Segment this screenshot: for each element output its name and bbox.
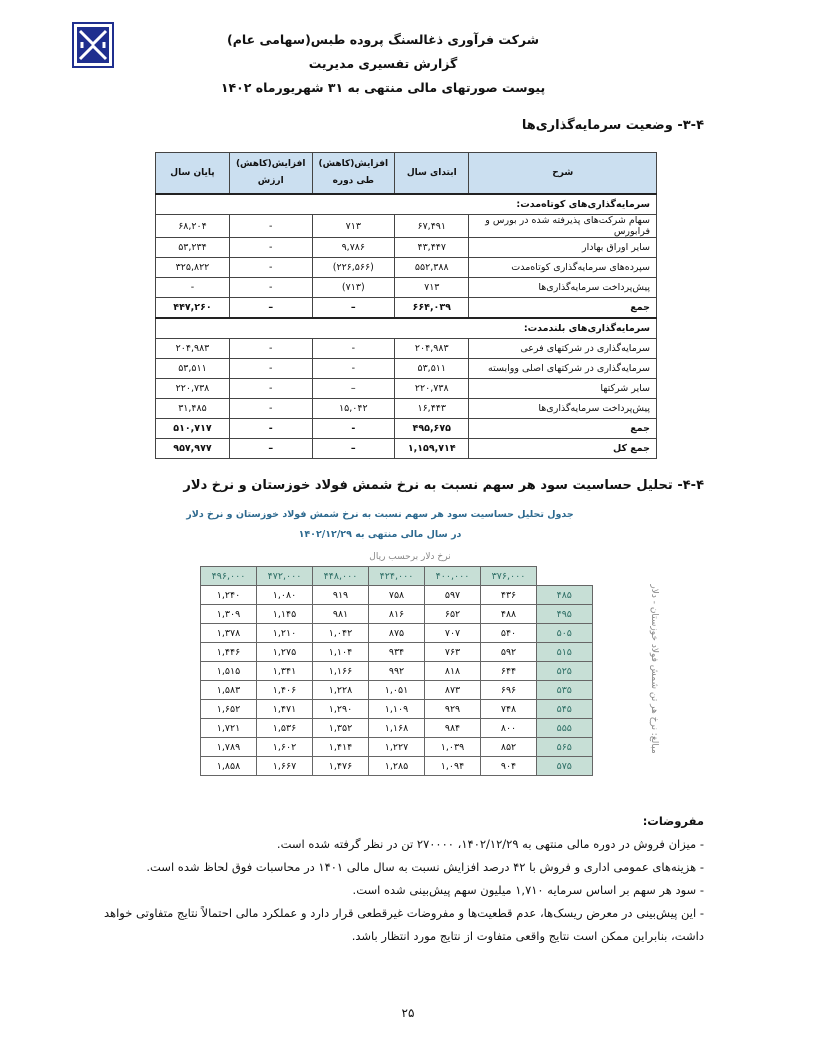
eps-value: ۱,۶۶۷ [257, 757, 313, 776]
row-value: (۷۱۳) [312, 278, 395, 298]
eps-value: ۹۸۱ [313, 605, 369, 624]
row-value: – [229, 439, 312, 459]
report-title: گزارش تفسیری مدیریت [308, 56, 458, 71]
row-value: ۹۵۷,۹۷۷ [156, 439, 230, 459]
row-value: ۵۵۲,۳۸۸ [395, 258, 469, 278]
row-value: - [229, 339, 312, 359]
grid-row [201, 624, 593, 643]
column-header: افزایش(کاهش) طی دوره [312, 153, 395, 195]
row-value: ۶۷,۴۹۱ [395, 215, 469, 238]
row-value: ۵۱۰,۷۱۷ [156, 419, 230, 439]
eps-value: ۸۵۲ [481, 738, 537, 757]
eps-value: ۱,۰۸۰ [257, 586, 313, 605]
row-value: - [229, 278, 312, 298]
table-row [156, 258, 657, 278]
row-value: - [229, 419, 312, 439]
eps-value: ۶۴۴ [481, 662, 537, 681]
grid-row [201, 681, 593, 700]
table-row [156, 339, 657, 359]
row-description: سایر شرکتها [469, 379, 657, 399]
grid-row [201, 605, 593, 624]
column-header: شرح [469, 153, 657, 195]
eps-value: ۱,۴۱۴ [313, 738, 369, 757]
row-value: ۲۰۴,۹۸۳ [395, 339, 469, 359]
row-value: - [229, 399, 312, 419]
steel-rate-header: ۵۶۵ [537, 738, 593, 757]
eps-value: ۱,۰۵۱ [369, 681, 425, 700]
dollar-rate-header: ۴۹۶,۰۰۰ [201, 567, 257, 586]
eps-value: ۷۵۸ [369, 586, 425, 605]
eps-value: ۸۷۵ [369, 624, 425, 643]
grid-row [201, 586, 593, 605]
eps-value: ۱,۳۰۹ [201, 605, 257, 624]
sensitivity-section-title: ۴-۴- تحلیل حساسیت سود هر سهم نسبت به نرخ شمش فولاد خوزستان و نرخ دلار [183, 478, 704, 493]
eps-value: ۱,۱۶۶ [313, 662, 369, 681]
row-axis-label [602, 574, 662, 764]
eps-value: ۱,۴۷۱ [257, 700, 313, 719]
row-value: ۶۸,۲۰۴ [156, 215, 230, 238]
grid-row [201, 643, 593, 662]
eps-value: ۱,۲۷۵ [257, 643, 313, 662]
row-description: سپرده‌های سرمایه‌گذاری کوتاه‌مدت [469, 258, 657, 278]
eps-value: ۱,۴۷۶ [313, 757, 369, 776]
eps-value: ۱,۲۲۷ [369, 738, 425, 757]
row-value: - [229, 238, 312, 258]
eps-value: ۶۹۶ [481, 681, 537, 700]
company-name: شرکت فرآوری ذغالسنگ پروده طبس(سهامی عام) [227, 32, 539, 47]
dollar-rate-header: ۴۴۸,۰۰۰ [313, 567, 369, 586]
table-row [156, 359, 657, 379]
row-value: – [312, 379, 395, 399]
grid-corner [537, 567, 593, 586]
eps-value: ۱,۳۵۲ [313, 719, 369, 738]
row-value: - [229, 359, 312, 379]
assumption-item: - این پیش‌بینی در معرض ریسک‌ها، عدم قطعیت‌ها و مفروضات غیرقطعی قرار دارد و عملکرد مالی احتمالاً نتایج متفاوتی خواهد داشت، بنابراین ممکن است نتایج واقعی متفاوت از نتایج مورد انتظار باشد. [104, 906, 704, 943]
row-value: – [229, 298, 312, 319]
row-description: پیش‌پرداخت سرمایه‌گذاری‌ها [469, 278, 657, 298]
sensitivity-table-period: در سال مالی منتهی به ۱۴۰۲/۱۲/۲۹ [298, 529, 462, 540]
row-value: - [229, 215, 312, 238]
eps-value: ۸۱۸ [425, 662, 481, 681]
eps-value: ۱,۶۰۲ [257, 738, 313, 757]
row-description: سرمایه‌گذاری در شرکتهای فرعی [469, 339, 657, 359]
row-description: جمع [469, 298, 657, 319]
row-value: ۲۲۰,۷۳۸ [156, 379, 230, 399]
row-value: ۶۶۴,۰۳۹ [395, 298, 469, 319]
assumption-item: - هزینه‌های عمومی اداری و فروش با ۴۲ درصد افزایش نسبت به سال مالی ۱۴۰۱ در محاسبات فوق لحاظ شده است. [146, 860, 704, 874]
row-description: سایر اوراق بهادار [469, 238, 657, 258]
eps-value: ۱,۰۹۴ [425, 757, 481, 776]
eps-value: ۵۹۲ [481, 643, 537, 662]
eps-value: ۶۵۲ [425, 605, 481, 624]
eps-value: ۸۰۰ [481, 719, 537, 738]
steel-rate-header: ۴۹۵ [537, 605, 593, 624]
eps-value: ۴۳۶ [481, 586, 537, 605]
eps-value: ۸۱۶ [369, 605, 425, 624]
row-value: - [312, 419, 395, 439]
table-header-row [156, 153, 657, 195]
eps-value: ۴۸۸ [481, 605, 537, 624]
company-logo-icon [72, 22, 114, 68]
row-value: - [312, 359, 395, 379]
eps-value: ۱,۲۴۰ [201, 586, 257, 605]
grid-row [201, 757, 593, 776]
section-heading-row [156, 318, 657, 339]
row-value: - [312, 339, 395, 359]
row-value: ۱۶,۴۴۳ [395, 399, 469, 419]
eps-value: ۱,۵۸۳ [201, 681, 257, 700]
eps-value: ۸۷۳ [425, 681, 481, 700]
column-header: پایان سال [156, 153, 230, 195]
dollar-rate-header: ۳۷۶,۰۰۰ [481, 567, 537, 586]
row-value: - [229, 379, 312, 399]
row-value: - [156, 278, 230, 298]
row-value: ۵۳,۵۱۱ [395, 359, 469, 379]
dollar-rate-header: ۴۲۴,۰۰۰ [369, 567, 425, 586]
eps-value: ۹۰۴ [481, 757, 537, 776]
row-value: ۵۳,۲۳۴ [156, 238, 230, 258]
eps-value: ۵۴۰ [481, 624, 537, 643]
eps-value: ۹۲۹ [425, 700, 481, 719]
steel-rate-header: ۵۷۵ [537, 757, 593, 776]
sensitivity-table-title: جدول تحلیل حساسیت سود هر سهم نسبت به نرخ شمش فولاد خوزستان و نرخ دلار [186, 509, 574, 520]
eps-value: ۱,۴۴۶ [201, 643, 257, 662]
eps-value: ۱,۱۶۸ [369, 719, 425, 738]
row-value: ۳۲۵,۸۲۲ [156, 258, 230, 278]
steel-rate-header: ۴۸۵ [537, 586, 593, 605]
eps-value: ۷۶۳ [425, 643, 481, 662]
row-description: جمع [469, 419, 657, 439]
section-heading: سرمایه‌گذاری‌های کوتاه‌مدت: [156, 194, 657, 215]
eps-value: ۱,۱۰۹ [369, 700, 425, 719]
eps-value: ۹۹۲ [369, 662, 425, 681]
grid-row [201, 662, 593, 681]
eps-value: ۱,۲۹۰ [313, 700, 369, 719]
eps-value: ۱,۰۴۲ [313, 624, 369, 643]
report-period: پیوست صورتهای مالی منتهی به ۳۱ شهریورماه ۱۴۰۲ [220, 80, 546, 95]
eps-value: ۹۳۴ [369, 643, 425, 662]
row-value: - [229, 258, 312, 278]
row-value: ۴۳,۴۴۷ [395, 238, 469, 258]
eps-value: ۱,۲۲۸ [313, 681, 369, 700]
steel-rate-header: ۵۵۵ [537, 719, 593, 738]
grid-row [201, 738, 593, 757]
table-row [156, 399, 657, 419]
table-row [156, 278, 657, 298]
assumption-item: - سود هر سهم بر اساس سرمایه ۱,۷۱۰ میلیون سهم پیش‌بینی شده است. [352, 883, 704, 897]
eps-value: ۱,۴۰۶ [257, 681, 313, 700]
eps-value: ۱,۶۵۲ [201, 700, 257, 719]
document-header [150, 28, 616, 100]
row-description: پیش‌پرداخت سرمایه‌گذاری‌ها [469, 399, 657, 419]
table-row [156, 215, 657, 238]
total-row [156, 439, 657, 459]
row-value: ۱,۱۵۹,۷۱۴ [395, 439, 469, 459]
steel-rate-header: ۵۲۵ [537, 662, 593, 681]
row-value: ۲۰۴,۹۸۳ [156, 339, 230, 359]
table-row [156, 379, 657, 399]
column-header: ابتدای سال [395, 153, 469, 195]
row-axis-label-text: مبالغ: نرخ هر تن شمش فولاد خوزستان - دلار [649, 584, 659, 754]
table-row [156, 238, 657, 258]
row-value: – [312, 439, 395, 459]
eps-value: ۷۰۷ [425, 624, 481, 643]
grid-row [201, 719, 593, 738]
eps-value: ۱,۸۵۸ [201, 757, 257, 776]
eps-value: ۹۱۹ [313, 586, 369, 605]
investments-section-title: ۳-۴- وضعیت سرمایه‌گذاری‌ها [521, 118, 704, 133]
investments-table [155, 152, 657, 459]
dollar-rate-header: ۴۰۰,۰۰۰ [425, 567, 481, 586]
row-value: ۱۵,۰۴۲ [312, 399, 395, 419]
row-value: ۹,۷۸۶ [312, 238, 395, 258]
grid-header-row [201, 567, 593, 586]
eps-value: ۱,۰۳۹ [425, 738, 481, 757]
row-value: ۴۹۵,۶۷۵ [395, 419, 469, 439]
assumptions-block [104, 810, 704, 948]
eps-value: ۵۹۷ [425, 586, 481, 605]
eps-value: ۱,۷۲۱ [201, 719, 257, 738]
eps-value: ۹۸۴ [425, 719, 481, 738]
eps-value: ۱,۱۴۵ [257, 605, 313, 624]
total-row [156, 419, 657, 439]
row-value: ۷۱۳ [395, 278, 469, 298]
page-number: ۲۵ [401, 1006, 415, 1020]
row-value: ۳۱,۴۸۵ [156, 399, 230, 419]
steel-rate-header: ۵۴۵ [537, 700, 593, 719]
row-description: سهام شرکت‌های پذیرفته شده در بورس و فرابورس [469, 215, 657, 238]
row-value: ۴۴۷,۲۶۰ [156, 298, 230, 319]
eps-value: ۱,۷۸۹ [201, 738, 257, 757]
column-unit-label: نرخ دلار برحسب ریال [369, 552, 451, 562]
eps-value: ۱,۳۴۱ [257, 662, 313, 681]
section-heading-row [156, 194, 657, 215]
total-row [156, 298, 657, 319]
column-header: افزایش(کاهش) ارزش [229, 153, 312, 195]
row-value: ۷۱۳ [312, 215, 395, 238]
steel-rate-header: ۵۰۵ [537, 624, 593, 643]
steel-rate-header: ۵۱۵ [537, 643, 593, 662]
grid-row [201, 700, 593, 719]
eps-value: ۱,۵۱۵ [201, 662, 257, 681]
row-value: ۵۳,۵۱۱ [156, 359, 230, 379]
eps-value: ۱,۵۳۶ [257, 719, 313, 738]
assumptions-title: مفروضات: [642, 814, 704, 828]
row-value: (۲۲۶,۵۶۶) [312, 258, 395, 278]
assumption-item: - میزان فروش در دوره مالی منتهی به ۱۴۰۲/۱۲/۲۹، ۲۷۰۰۰۰ تن در نظر گرفته شده است. [276, 837, 704, 851]
eps-value: ۱,۱۰۴ [313, 643, 369, 662]
row-value: – [312, 298, 395, 319]
eps-value: ۱,۲۱۰ [257, 624, 313, 643]
dollar-rate-header: ۴۷۲,۰۰۰ [257, 567, 313, 586]
eps-value: ۱,۳۷۸ [201, 624, 257, 643]
steel-rate-header: ۵۳۵ [537, 681, 593, 700]
row-description: سرمایه‌گذاری در شرکتهای اصلی ووابسته [469, 359, 657, 379]
row-value: ۲۲۰,۷۳۸ [395, 379, 469, 399]
eps-value: ۷۴۸ [481, 700, 537, 719]
row-description: جمع کل [469, 439, 657, 459]
eps-value: ۱,۲۸۵ [369, 757, 425, 776]
section-heading: سرمایه‌گذاری‌های بلندمدت: [156, 318, 657, 339]
sensitivity-table [200, 566, 593, 776]
